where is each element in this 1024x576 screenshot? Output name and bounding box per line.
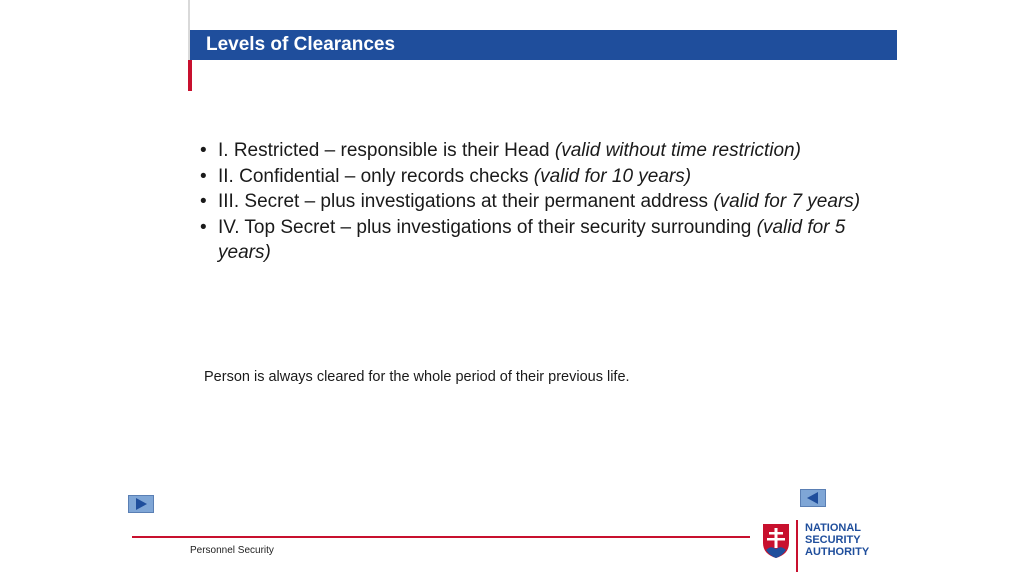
bullet-text: I. Restricted – responsible is their Head (218, 140, 555, 161)
logo-line: AUTHORITY (805, 546, 870, 558)
logo-wordmark (805, 522, 869, 558)
bullet-dot: • (200, 140, 207, 161)
bullet-text: III. Secret – plus investigations at their permanent address (218, 191, 714, 212)
footer-divider (132, 536, 750, 538)
bullet-top-secret (200, 215, 890, 266)
bullet-dot: • (200, 165, 207, 187)
title-red-accent (188, 60, 192, 91)
bullet-dot: • (200, 216, 207, 238)
play-right-icon (129, 496, 153, 512)
bullet-validity: (valid without time restriction) (554, 140, 801, 161)
bullet-text: IV. Top Secret – plus investigations of their security surrounding (218, 216, 757, 238)
bullet-validity: (valid for 5 years) (218, 216, 846, 263)
bullet-secret (200, 189, 890, 215)
nsa-logo (760, 520, 890, 572)
bullet-dot: • (200, 191, 207, 212)
bullet-validity: (valid for 7 years) (713, 191, 861, 212)
footer-label: Personnel Security (190, 545, 274, 556)
bullet-confidential (200, 164, 890, 190)
next-slide-button[interactable] (128, 495, 154, 513)
bullet-validity: (valid for 10 years) (533, 165, 692, 187)
bullet-text: II. Confidential – only records checks (218, 165, 534, 187)
logo-divider (796, 520, 798, 572)
previous-slide-button[interactable] (800, 489, 826, 507)
clearance-period-note: Person is always cleared for the whole period of their previous life. (204, 369, 630, 385)
slide-title: Levels of Clearances (190, 30, 897, 60)
logo-line: SECURITY (805, 534, 861, 546)
play-left-icon (801, 490, 825, 506)
bullet-restricted (200, 138, 890, 164)
clearance-levels-list (200, 138, 890, 266)
coat-of-arms-shield-icon (762, 523, 790, 559)
logo-line: NATIONAL (805, 522, 862, 534)
